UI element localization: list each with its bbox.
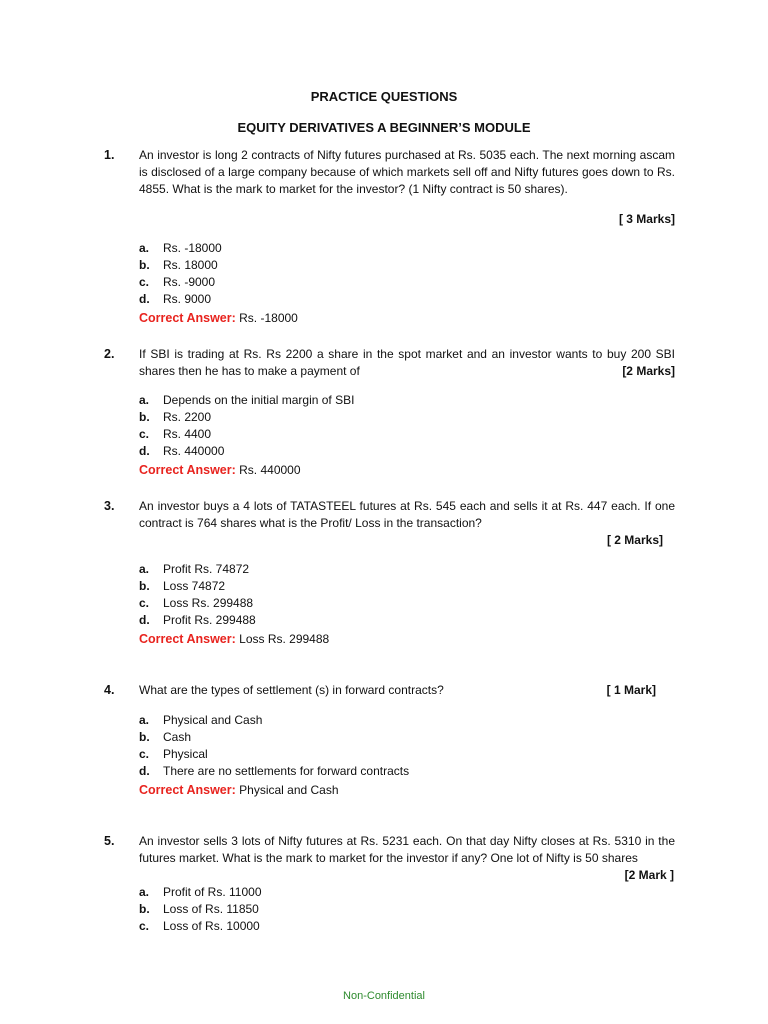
option <box>139 612 256 629</box>
page-subtitle: EQUITY DERIVATIVES A BEGINNER’S MODULE <box>237 120 531 135</box>
footer-classification: Non-Confidential <box>343 990 425 1002</box>
option <box>139 884 262 901</box>
option <box>139 291 211 308</box>
option-label: a. <box>139 241 150 255</box>
option-text: Rs. -9000 <box>163 275 216 289</box>
option <box>139 240 222 257</box>
option-text: Loss of Rs. 11850 <box>163 902 259 916</box>
option-label: c. <box>139 747 150 761</box>
question-marks: [ 1 Mark] <box>606 683 656 697</box>
question-number: 5. <box>104 834 115 848</box>
option-label: b. <box>139 258 150 272</box>
option-text: Rs. 18000 <box>163 258 218 272</box>
correct-answer <box>139 783 339 797</box>
question-number: 4. <box>104 683 115 697</box>
option-label: b. <box>139 730 150 744</box>
correct-answer-label: Correct Answer: <box>139 632 236 646</box>
option-text: Rs. 9000 <box>163 292 212 306</box>
question-marks: [ 2 Marks] <box>606 533 663 547</box>
question-number: 3. <box>104 499 115 513</box>
question-marks: [ 3 Marks] <box>618 212 675 226</box>
option-text: Rs. 2200 <box>163 410 212 424</box>
option <box>139 763 409 780</box>
option-label: b. <box>139 902 150 916</box>
option-label: a. <box>139 562 150 576</box>
option-text: Profit of Rs. 11000 <box>163 885 262 899</box>
option-text: Profit Rs. 74872 <box>163 562 250 576</box>
question-text: An investor sells 3 lots of Nifty futures at Rs. 5231 each. On that day Nifty closes at Rs. 5310 in the futures market. What is the mark to market for the investor if any? One lot of Nifty is 50 shares <box>139 834 675 865</box>
option-text: Rs. 440000 <box>163 444 225 458</box>
option <box>139 595 253 612</box>
option-label: d. <box>139 444 150 458</box>
option-label: a. <box>139 713 150 727</box>
option <box>139 746 208 763</box>
option-text: Cash <box>163 730 192 744</box>
correct-answer-label: Correct Answer: <box>139 311 236 325</box>
option-text: Physical and Cash <box>163 713 263 727</box>
option-text: There are no settlements for forward contracts <box>163 764 410 778</box>
option <box>139 578 225 595</box>
option-label: d. <box>139 613 150 627</box>
option <box>139 712 262 729</box>
correct-answer <box>139 311 298 325</box>
correct-answer-value: Physical and Cash <box>239 783 339 797</box>
option-label: c. <box>139 275 150 289</box>
question-text: An investor is long 2 contracts of Nifty futures purchased at Rs. 5035 each. The next morning ascam is disclosed of a large company because of which markets sell off and Nifty futures goes down to Rs. 4855. What is the mark to market for the investor? (1 Nifty contract is 50 shares). <box>139 148 675 196</box>
option-label: a. <box>139 885 150 899</box>
option-label: d. <box>139 292 150 306</box>
option-text: Rs. -18000 <box>163 241 222 255</box>
option-text: Loss Rs. 299488 <box>163 596 254 610</box>
option-text: Loss 74872 <box>163 579 226 593</box>
option-label: b. <box>139 579 150 593</box>
option <box>139 392 354 409</box>
option-label: c. <box>139 919 150 933</box>
question-text: If SBI is trading at Rs. Rs 2200 a share in the spot market and an investor wants to buy 200 SBI shares then he has to make a payment of <box>139 347 675 378</box>
option <box>139 274 215 291</box>
correct-answer-value: Rs. 440000 <box>239 463 301 477</box>
correct-answer-value: Loss Rs. 299488 <box>239 632 330 646</box>
option-text: Rs. 4400 <box>163 427 212 441</box>
option-text: Physical <box>163 747 208 761</box>
question-number: 2. <box>104 347 115 361</box>
option-label: c. <box>139 427 150 441</box>
option-text: Depends on the initial margin of SBI <box>163 393 355 407</box>
option-label: d. <box>139 764 150 778</box>
option <box>139 561 249 578</box>
option-label: b. <box>139 410 150 424</box>
question-marks: [2 Mark ] <box>624 868 674 882</box>
question-number: 1. <box>104 148 115 162</box>
question-text: An investor buys a 4 lots of TATASTEEL futures at Rs. 545 each and sells it at Rs. 447 each. If one contract is 764 shares what is the Profit/ Loss in the transaction? <box>139 499 675 530</box>
correct-answer <box>139 463 301 477</box>
correct-answer-label: Correct Answer: <box>139 783 236 797</box>
correct-answer-value: Rs. -18000 <box>239 311 298 325</box>
option <box>139 257 218 274</box>
option-label: a. <box>139 393 150 407</box>
question-marks: [2 Marks] <box>622 364 675 378</box>
option-label: c. <box>139 596 150 610</box>
option <box>139 918 260 935</box>
correct-answer-label: Correct Answer: <box>139 463 236 477</box>
option <box>139 426 211 443</box>
correct-answer <box>139 632 329 646</box>
option <box>139 729 191 746</box>
option <box>139 409 211 426</box>
option-text: Loss of Rs. 10000 <box>163 919 260 933</box>
option <box>139 443 224 460</box>
page-title: PRACTICE QUESTIONS <box>310 89 458 104</box>
question-text: What are the types of settlement (s) in forward contracts? <box>139 683 444 697</box>
option-text: Profit Rs. 299488 <box>163 613 256 627</box>
option <box>139 901 259 918</box>
